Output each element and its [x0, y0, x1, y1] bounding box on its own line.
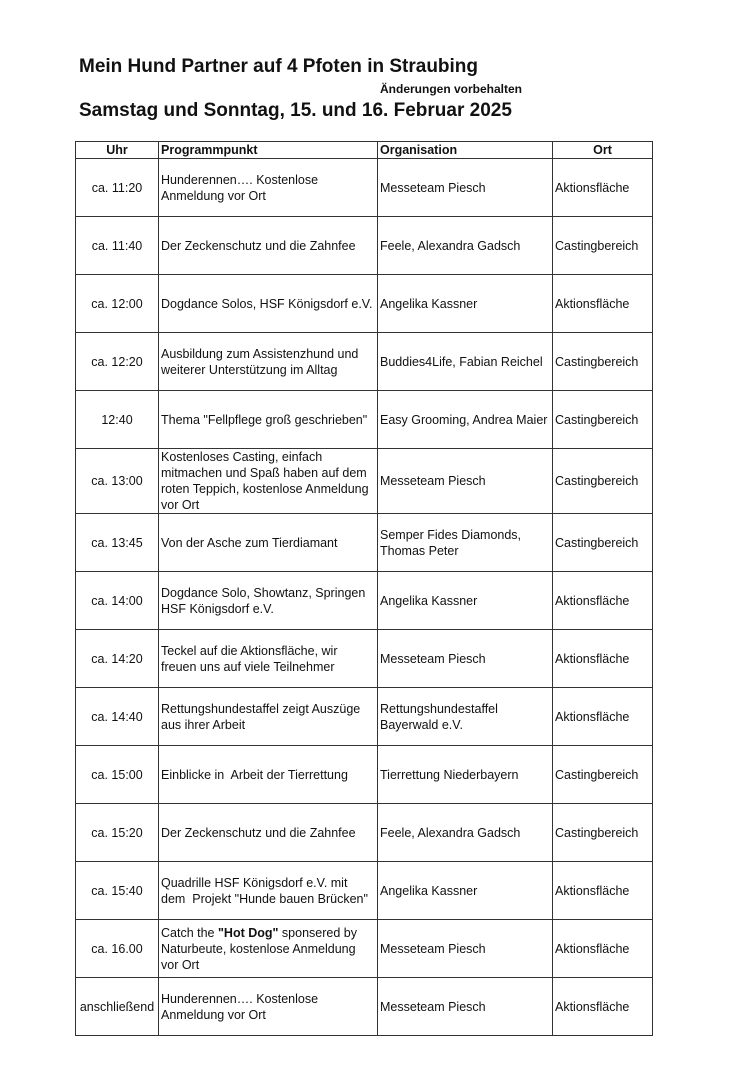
- program-cell: Einblicke in Arbeit der Tierrettung: [159, 746, 378, 804]
- program-text-end: sponsered by Naturbeute, kostenlose Anmeldung vor Ort: [161, 925, 357, 972]
- table-row: [76, 217, 653, 275]
- location-cell: Castingbereich: [553, 514, 653, 572]
- time-cell: ca. 15:00: [76, 746, 159, 804]
- program-cell: Von der Asche zum Tierdiamant: [159, 514, 378, 572]
- column-header-organisation: Organisation: [378, 142, 553, 159]
- table-row: [76, 804, 653, 862]
- time-cell: ca. 14:20: [76, 630, 159, 688]
- program-cell: Hunderennen…. Kostenlose Anmeldung vor Ort: [159, 978, 378, 1036]
- location-cell: Aktionsfläche: [553, 159, 653, 217]
- time-cell: ca. 12:00: [76, 275, 159, 333]
- table-header-row: [76, 142, 653, 159]
- organisation-cell: Messeteam Piesch: [378, 159, 553, 217]
- location-cell: Castingbereich: [553, 804, 653, 862]
- program-cell: [159, 920, 378, 978]
- time-cell: 12:40: [76, 391, 159, 449]
- table-row: [76, 630, 653, 688]
- changes-reserved-note: Änderungen vorbehalten: [380, 82, 523, 96]
- table-row: [76, 746, 653, 804]
- time-cell: ca. 15:40: [76, 862, 159, 920]
- organisation-cell: Messeteam Piesch: [378, 630, 553, 688]
- organisation-cell: Easy Grooming, Andrea Maier: [378, 391, 553, 449]
- program-cell: Dogdance Solo, Showtanz, Springen HSF Königsdorf e.V.: [159, 572, 378, 630]
- program-highlight: "Hot Dog": [217, 925, 279, 940]
- table-row: [76, 862, 653, 920]
- program-cell: Dogdance Solos, HSF Königsdorf e.V.: [159, 275, 378, 333]
- table-row: [76, 688, 653, 746]
- organisation-cell: Rettungshundestaffel Bayerwald e.V.: [378, 688, 553, 746]
- program-cell: Ausbildung zum Assistenzhund und weiterer Unterstützung im Alltag: [159, 333, 378, 391]
- column-header-location: Ort: [553, 142, 653, 159]
- table-row: [76, 514, 653, 572]
- organisation-cell: Angelika Kassner: [378, 572, 553, 630]
- document-title: Mein Hund Partner auf 4 Pfoten in Straubing: [79, 56, 479, 77]
- organisation-cell: Feele, Alexandra Gadsch: [378, 217, 553, 275]
- location-cell: Castingbereich: [553, 217, 653, 275]
- table-row: [76, 333, 653, 391]
- time-cell: ca. 14:40: [76, 688, 159, 746]
- table-row: [76, 978, 653, 1036]
- event-dates: Samstag und Sonntag, 15. und 16. Februar 2025: [79, 100, 512, 121]
- location-cell: Aktionsfläche: [553, 630, 653, 688]
- location-cell: Castingbereich: [553, 391, 653, 449]
- organisation-cell: Angelika Kassner: [378, 862, 553, 920]
- column-header-program: Programmpunkt: [159, 142, 378, 159]
- time-cell: ca. 15:20: [76, 804, 159, 862]
- organisation-cell: Messeteam Piesch: [378, 920, 553, 978]
- time-cell: ca. 11:40: [76, 217, 159, 275]
- table-row: [76, 920, 653, 978]
- program-cell: Teckel auf die Aktionsfläche, wir freuen uns auf viele Teilnehmer: [159, 630, 378, 688]
- table-row: [76, 449, 653, 514]
- program-table: [75, 141, 653, 1036]
- location-cell: Castingbereich: [553, 333, 653, 391]
- organisation-cell: Messeteam Piesch: [378, 978, 553, 1036]
- column-header-time: Uhr: [76, 142, 159, 159]
- program-cell: Quadrille HSF Königsdorf e.V. mit dem Projekt "Hunde bauen Brücken": [159, 862, 378, 920]
- table-row: [76, 275, 653, 333]
- location-cell: Aktionsfläche: [553, 572, 653, 630]
- location-cell: Aktionsfläche: [553, 862, 653, 920]
- organisation-cell: Feele, Alexandra Gadsch: [378, 804, 553, 862]
- time-cell: ca. 13:00: [76, 449, 159, 514]
- location-cell: Castingbereich: [553, 746, 653, 804]
- program-cell: Hunderennen…. Kostenlose Anmeldung vor Ort: [159, 159, 378, 217]
- table-row: [76, 572, 653, 630]
- table-row: [76, 391, 653, 449]
- organisation-cell: Angelika Kassner: [378, 275, 553, 333]
- time-cell: ca. 12:20: [76, 333, 159, 391]
- time-cell: ca. 11:20: [76, 159, 159, 217]
- time-cell: ca. 14:00: [76, 572, 159, 630]
- time-cell: ca. 16.00: [76, 920, 159, 978]
- program-cell: Der Zeckenschutz und die Zahnfee: [159, 217, 378, 275]
- program-cell: Der Zeckenschutz und die Zahnfee: [159, 804, 378, 862]
- table-row: [76, 159, 653, 217]
- program-cell: Thema "Fellpflege groß geschrieben": [159, 391, 378, 449]
- organisation-cell: Tierrettung Niederbayern: [378, 746, 553, 804]
- program-cell: Rettungshundestaffel zeigt Auszüge aus ihrer Arbeit: [159, 688, 378, 746]
- location-cell: Castingbereich: [553, 449, 653, 514]
- location-cell: Aktionsfläche: [553, 275, 653, 333]
- location-cell: Aktionsfläche: [553, 688, 653, 746]
- time-cell: anschließend: [76, 978, 159, 1036]
- organisation-cell: Messeteam Piesch: [378, 449, 553, 514]
- location-cell: Aktionsfläche: [553, 978, 653, 1036]
- organisation-cell: Buddies4Life, Fabian Reichel: [378, 333, 553, 391]
- program-cell: Kostenloses Casting, einfach mitmachen und Spaß haben auf dem roten Teppich, kostenlose Anmeldung vor Ort: [159, 449, 378, 514]
- time-cell: ca. 13:45: [76, 514, 159, 572]
- organisation-cell: Semper Fides Diamonds, Thomas Peter: [378, 514, 553, 572]
- location-cell: Aktionsfläche: [553, 920, 653, 978]
- program-text-start: Catch the: [161, 925, 218, 940]
